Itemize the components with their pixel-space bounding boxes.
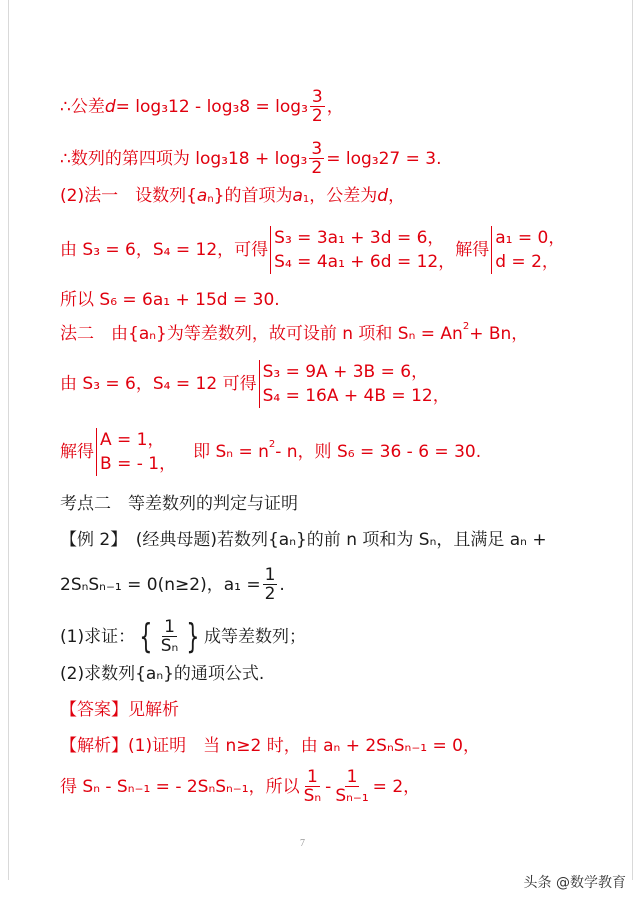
equation-system [96, 428, 176, 476]
system-row: S₃ = 9A + 3B = 6， [262, 362, 429, 382]
line-system-one [60, 226, 565, 274]
watermark: 头条 @数学教育 [523, 875, 626, 891]
numerator: 1 [306, 767, 318, 787]
numerator: 3 [311, 87, 323, 107]
numerator: 1 [164, 617, 175, 637]
text: = 2， [372, 776, 421, 797]
analysis-derivation [60, 768, 420, 805]
text: (2)法一 设数列{ [60, 186, 197, 206]
analysis-line [60, 736, 480, 756]
superscript: 2 [462, 321, 470, 332]
question-one [60, 618, 306, 655]
line-solution-ab [60, 428, 481, 476]
text: - n，则 S₆ = 36 - 6 = 30. [275, 442, 482, 462]
page-number: 7 [300, 838, 305, 849]
text: 【例 2】 (经典母题)若数列{aₙ}的前 n 项和为 Sₙ，且满足 aₙ + [60, 530, 547, 550]
denominator: Sₙ [303, 786, 322, 806]
text: ， [326, 96, 344, 117]
text: 【解析】(1)证明 当 n≥2 时，由 aₙ + 2SₙSₙ₋₁ = 0， [60, 736, 480, 756]
system-row: S₄ = 4a₁ + 6d = 12， [274, 252, 456, 272]
text: 考点二 等差数列的判定与证明 [60, 494, 298, 514]
denominator: 2 [264, 584, 276, 604]
text: ， [388, 186, 406, 206]
text: 即 Sₙ = n [176, 442, 269, 462]
equation-system [259, 360, 450, 408]
fraction [310, 88, 325, 125]
text: - [325, 776, 332, 797]
denominator: 2 [311, 158, 323, 178]
system-row: A = 1， [100, 430, 165, 450]
section-heading [60, 494, 298, 514]
system-row: d = 2， [495, 252, 559, 272]
equation-system [491, 226, 565, 274]
text: = log₃27 = 3. [326, 148, 442, 169]
equation-system [270, 226, 455, 274]
numerator: 3 [311, 139, 323, 159]
text: 解得 [455, 240, 490, 260]
numerator: 1 [346, 767, 358, 787]
text: 2SₙSₙ₋₁ = 0(n≥2)，a₁ = [60, 574, 261, 595]
line-system-two [60, 360, 450, 408]
example-statement [60, 530, 547, 550]
line-common-difference [60, 88, 344, 125]
superscript: 2 [268, 439, 276, 450]
var-d: d [104, 96, 116, 117]
system-row: a₁ = 0， [495, 228, 566, 248]
text: ∴公差 [60, 96, 105, 117]
answer-line [60, 700, 179, 720]
fraction [159, 618, 181, 655]
text: ∴数列的第四项为 log₃18 + log₃ [60, 148, 308, 169]
denominator: Sₙ [160, 636, 179, 656]
fraction [333, 768, 370, 805]
text: (2)求数列{aₙ}的通项公式. [60, 664, 265, 684]
var-d: d [377, 186, 389, 206]
text: . [279, 574, 285, 595]
line-s6-result [60, 290, 280, 310]
denominator: 2 [311, 106, 323, 126]
example-condition [60, 566, 285, 603]
subscript: 1 [302, 194, 310, 205]
fraction [263, 566, 278, 603]
question-two [60, 664, 264, 684]
text: }的首项为 [213, 186, 293, 206]
text: + Bn， [469, 324, 529, 344]
sequence-brace: { $\frac{1}{\text{Sₙ}}$ } [139, 616, 200, 657]
line-method-one [60, 186, 405, 206]
numerator: 1 [264, 565, 276, 585]
fraction [309, 140, 324, 177]
text: 法二 由{aₙ}为等差数列，故可设前 n 项和 Sₙ = An [60, 324, 463, 344]
text: 所以 S₆ = 6a₁ + 15d = 30. [60, 290, 280, 310]
system-row: B = - 1， [100, 454, 177, 474]
denominator: Sₙ₋₁ [335, 786, 369, 806]
text: 解得 [60, 442, 94, 462]
var-a: a [196, 186, 208, 206]
text: 由 S₃ = 6，S₄ = 12 可得 [60, 374, 257, 394]
line-method-two [60, 321, 529, 344]
text: 得 Sₙ - Sₙ₋₁ = - 2SₙSₙ₋₁，所以 [60, 776, 300, 797]
text: 成等差数列； [203, 626, 306, 647]
system-row: S₄ = 16A + 4B = 12， [262, 386, 450, 406]
text: (1)求证： [60, 626, 136, 647]
text: 由 S₃ = 6，S₄ = 12，可得 [60, 240, 269, 260]
system-row: S₃ = 3a₁ + 3d = 6， [274, 228, 445, 248]
fraction [302, 768, 324, 805]
subscript: n [207, 194, 214, 205]
line-fourth-term [60, 140, 441, 177]
var-a: a [292, 186, 303, 206]
text: = log₃12 - log₃8 = log₃ [115, 96, 308, 117]
text: 【答案】见解析 [60, 700, 179, 720]
text: ，公差为 [309, 186, 378, 206]
